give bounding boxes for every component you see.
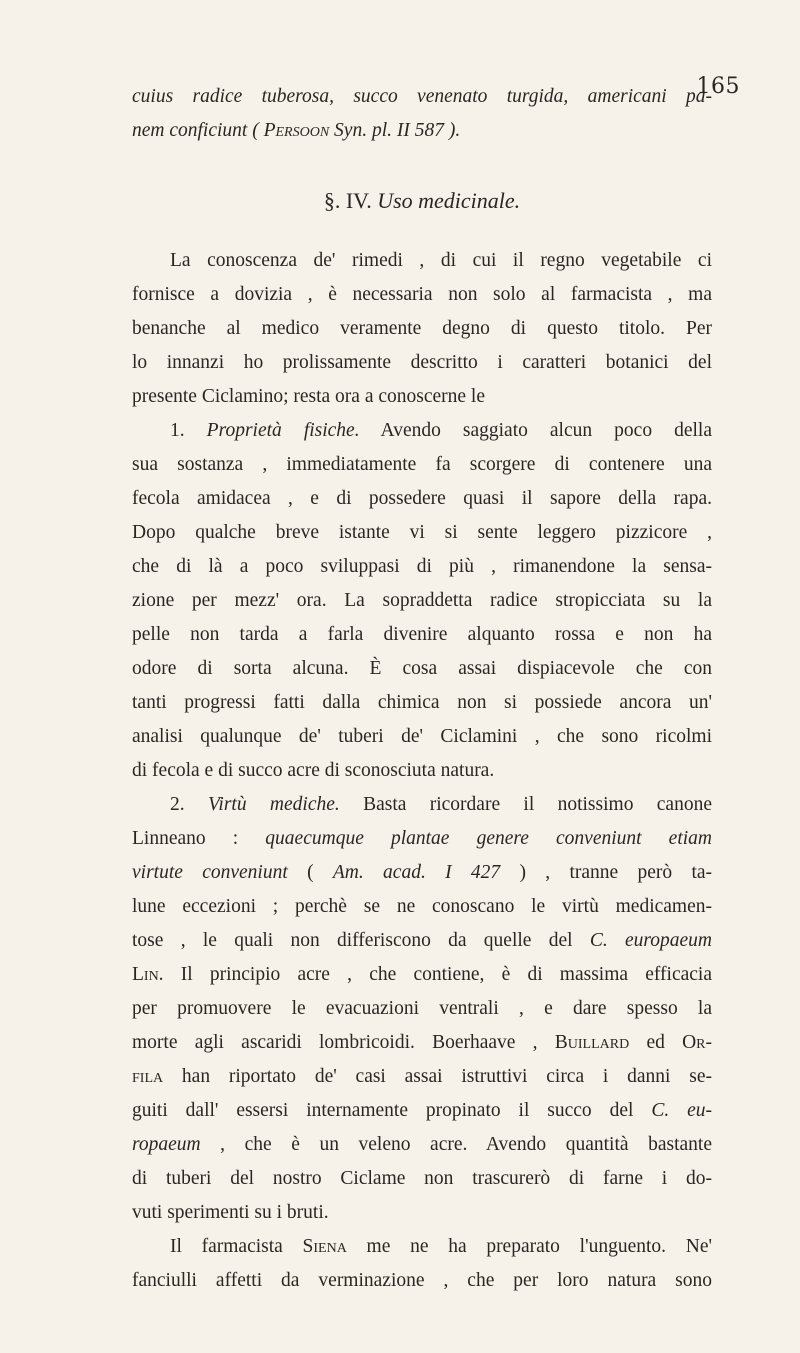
text-line: La conoscenza de' rimedi , di cui il regno vegetabile ci — [170, 250, 712, 271]
text-line: pelle non tarda a farla divenire alquanto rossa e non ha — [132, 624, 712, 645]
text-line: Lin. Il principio acre , che contiene, è di massima efficacia — [132, 964, 712, 985]
text-line: di tuberi del nostro Ciclame non trascurerò di farne i do- — [132, 1168, 712, 1189]
text-line: tose , le quali non differiscono da quelle del C. europaeum — [132, 930, 712, 951]
text-line: benanche al medico veramente degno di questo titolo. Per — [132, 318, 712, 339]
subsection-title: Proprietà fisiche. — [206, 420, 360, 441]
section-title: §. IV. Uso medicinale. — [323, 188, 521, 213]
text-line: Linneano : quaecumque plantae genere conveniunt etiam — [132, 828, 712, 849]
text-line: zione per mezz' ora. La sopraddetta radice stropicciata su la — [132, 590, 712, 611]
subsection-line: 2. Virtù mediche. Basta ricordare il notissimo canone — [170, 794, 712, 815]
text-line: fila han riportato de' casi assai istruttivi circa i danni se- — [132, 1066, 712, 1087]
author-name: Siena — [302, 1236, 347, 1257]
page-number: 165 — [696, 74, 740, 99]
author-name: Or- — [682, 1032, 712, 1053]
author-name: Buillard — [554, 1032, 630, 1053]
text-line: presente Ciclamino; resta ora a conoscerne le — [132, 386, 486, 407]
text-line: ropaeum , che è un veleno acre. Avendo quantità bastante — [132, 1134, 712, 1155]
body-text — [132, 244, 712, 1298]
text-line: lune eccezioni ; perchè se ne conoscano le virtù medicamen- — [132, 896, 712, 917]
text-line: Dopo qualche breve istante vi si sente leggero pizzicore , — [132, 522, 712, 543]
text-line: di fecola e di succo acre di sconosciuta natura. — [132, 760, 495, 781]
text-line: sua sostanza , immediatamente fa scorgere di contenere una — [132, 454, 712, 475]
text-line: cuius radice tuberosa, succo venenato turgida, americani pa- — [132, 86, 712, 107]
text-line: nem conficiunt ( Persoon Syn. pl. II 587 ). — [132, 120, 461, 141]
citation: Am. acad. I 427 — [332, 862, 501, 883]
text-line: tanti progressi fatti dalla chimica non si possiede ancora un' — [132, 692, 712, 713]
subsection-line: 1. Proprietà fisiche. Avendo saggiato alcun poco della — [170, 420, 712, 441]
intro-paragraph — [132, 80, 712, 148]
text-line: fanciulli affetti da verminazione , che per loro natura sono — [132, 1270, 712, 1291]
species-name: C. eu- — [651, 1100, 712, 1121]
text-line: lo innanzi ho prolissamente descritto i caratteri botanici del — [132, 352, 712, 373]
author-name: Persoon — [263, 120, 330, 141]
section-mark: §. IV. — [323, 188, 372, 213]
text-line: fornisce a dovizia , è necessaria non solo al farmacista , ma — [132, 284, 712, 305]
text-line: guiti dall' essersi internamente propinato il succo del C. eu- — [132, 1100, 712, 1121]
text-line: fecola amidacea , e di possedere quasi il sapore della rapa. — [132, 488, 712, 509]
text-line: vuti sperimenti su i bruti. — [132, 1202, 329, 1223]
species-name: C. europaeum — [589, 930, 712, 951]
text-line: virtute conveniunt ( Am. acad. I 427 ) , tranne però ta- — [132, 862, 713, 883]
section-heading — [132, 184, 712, 218]
text-line: morte agli ascaridi lombricoidi. Boerhaave , Buillard ed Or- — [132, 1032, 712, 1053]
text-line: che di là a poco sviluppasi di più , rimanendone la sensa- — [132, 556, 712, 577]
text-line: Il farmacista Siena me ne ha preparato l'unguento. Ne' — [170, 1236, 712, 1257]
subsection-title: Virtù mediche. — [207, 794, 340, 815]
text-line: per promuovere le evacuazioni ventrali , e dare spesso la — [132, 998, 712, 1019]
text-line: analisi qualunque de' tuberi de' Ciclamini , che sono ricolmi — [132, 726, 712, 747]
text-line: odore di sorta alcuna. È cosa assai dispiacevole che con — [132, 658, 712, 679]
